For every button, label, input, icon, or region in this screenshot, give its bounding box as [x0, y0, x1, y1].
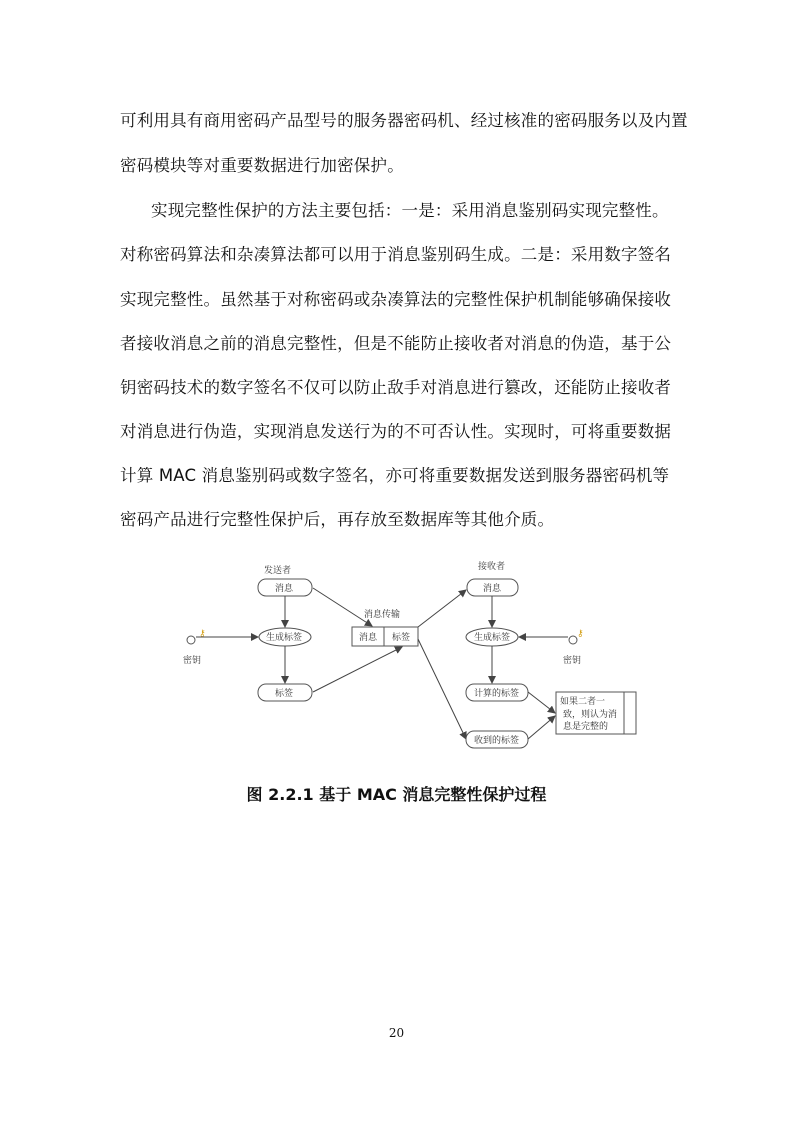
paragraph-line: 密码模块等对重要数据进行加密保护。	[120, 156, 404, 175]
receiver-message-text: 消息	[483, 584, 502, 594]
receiver-received-tag-text: 收到的标签	[474, 736, 520, 746]
arrow-tag-to-transfer	[313, 647, 402, 692]
arrow-computed-to-note	[528, 692, 555, 713]
paragraph-line: 可利用具有商用密码产品型号的服务器密码机、经过核准的密码服务以及内置	[120, 111, 688, 130]
paragraph-line: 实现完整性。虽然基于对称密码或杂凑算法的完整性保护机制能够确保接收	[120, 290, 672, 309]
sender-message-text: 消息	[275, 584, 294, 594]
arrow-message-to-transfer	[313, 588, 372, 626]
arrow-transfer-to-received-tag	[418, 639, 466, 739]
transfer-tag-text: 标签	[392, 633, 411, 643]
paragraph-line: 对称密码算法和杂凑算法都可以用于消息鉴别码生成。二是：采用数字签名	[120, 245, 672, 264]
sender-generate-text: 生成标签	[266, 633, 303, 643]
comparison-note-line-1: 如果二者一	[560, 697, 606, 707]
transfer-label: 消息传输	[364, 610, 401, 620]
figure-caption: 图 2.2.1 基于 MAC 消息完整性保护过程	[246, 785, 547, 804]
paragraph-line: 实现完整性保护的方法主要包括：一是：采用消息鉴别码实现完整性。	[151, 201, 669, 220]
sender-tag-text: 标签	[275, 689, 294, 699]
comparison-note-line-2: 致，则认为消	[563, 710, 618, 720]
receiver-generate-text: 生成标签	[474, 633, 511, 643]
sender-key-node	[187, 636, 195, 644]
paragraph-line: 钥密码技术的数字签名不仅可以防止敌手对消息进行篡改，还能防止接收者	[120, 378, 672, 397]
receiver-key-node	[569, 636, 577, 644]
receiver-label: 接收者	[478, 562, 506, 572]
receiver-key-label: 密钥	[563, 656, 582, 666]
page-number: 20	[388, 1026, 405, 1040]
receiver-computed-tag-text: 计算的标签	[474, 689, 520, 699]
comparison-note-line-3: 息是完整的	[563, 722, 609, 732]
sender-key-label: 密钥	[183, 656, 202, 666]
transfer-message-text: 消息	[359, 633, 378, 643]
receiver-key-icon: ⚷	[577, 629, 584, 639]
sender-label: 发送者	[264, 566, 292, 576]
sender-key-icon: ⚷	[199, 629, 206, 639]
paragraph-line: 者接收消息之前的消息完整性，但是不能防止接收者对消息的伪造，基于公	[120, 334, 672, 353]
arrow-received-to-note	[528, 716, 555, 739]
paragraph-line: 计算 MAC 消息鉴别码或数字签名，亦可将重要数据发送到服务器密码机等	[120, 466, 670, 485]
paragraph-line: 密码产品进行完整性保护后，再存放至数据库等其他介质。	[120, 510, 555, 529]
paragraph-line: 对消息进行伪造，实现消息发送行为的不可否认性。实现时，可将重要数据	[120, 422, 672, 441]
arrow-transfer-to-receiver-message	[418, 590, 466, 627]
